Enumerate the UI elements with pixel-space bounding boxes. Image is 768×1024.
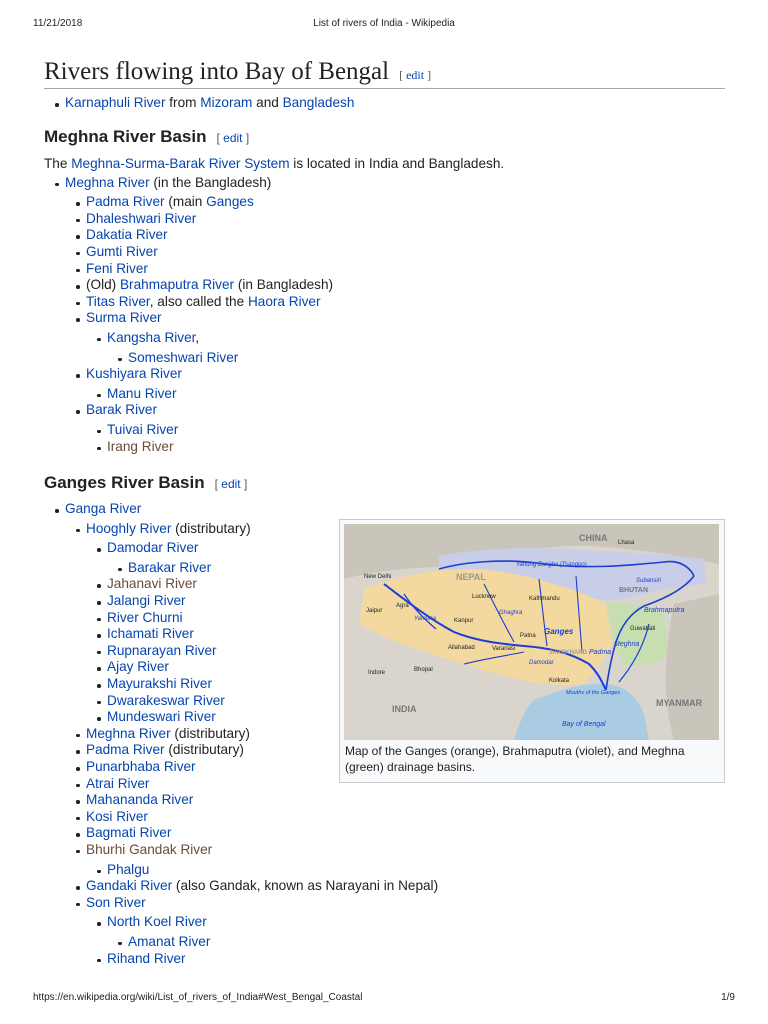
link-padma[interactable]: Padma River xyxy=(86,194,165,210)
map-label-bhopal: Bhopal xyxy=(414,667,433,673)
link-jalangi[interactable]: Jalangi River xyxy=(107,593,186,609)
list-item xyxy=(107,951,725,968)
link-kushiyara[interactable]: Kushiyara River xyxy=(86,366,182,382)
link-punarbhaba[interactable]: Punarbhaba River xyxy=(86,759,196,774)
link-jahanavi[interactable]: Jahanavi River xyxy=(107,576,197,592)
heading-meghna-basin: Meghna River Basin [ edit ] xyxy=(44,126,250,146)
link-titas[interactable]: Titas River xyxy=(86,293,150,309)
list-item xyxy=(107,914,725,950)
map-label-brahmaputra: Brahmaputra xyxy=(644,607,685,614)
heading-bay-of-bengal: Rivers flowing into Bay of Bengal [ edit ] xyxy=(44,58,725,89)
text: (in the Bangladesh) xyxy=(149,174,272,190)
link-dwarakeswar[interactable]: Dwarakeswar River xyxy=(107,692,225,708)
map-figure xyxy=(339,519,725,783)
text: (also Gandak, known as Narayani in Nepal) xyxy=(172,878,439,894)
map-label-india: INDIA xyxy=(392,704,417,714)
list-item xyxy=(86,310,725,366)
link-gandaki[interactable]: Gandaki River xyxy=(86,878,173,894)
map-caption: Map of the Ganges (orange), Brahmaputra (violet), and Meghna (green) drainage basins. xyxy=(345,744,685,774)
link-mahananda[interactable]: Mahananda River xyxy=(86,792,194,808)
text: (distributary) xyxy=(164,742,244,758)
map-label-allahabad: Allahabad xyxy=(448,645,475,651)
link-mayurakshi[interactable]: Mayurakshi River xyxy=(107,676,212,692)
map-label-ganges: Ganges xyxy=(544,627,574,636)
map-label-bay: Bay of Bengal xyxy=(562,721,606,728)
link-churni[interactable]: River Churni xyxy=(107,609,183,625)
link-tuivai[interactable]: Tuivai River xyxy=(107,421,179,437)
map-label-agra: Agra xyxy=(396,603,409,609)
link-irang[interactable]: Irang River xyxy=(107,438,174,454)
link-ichamati[interactable]: Ichamati River xyxy=(107,626,194,642)
link-kosi[interactable]: Kosi River xyxy=(86,808,148,824)
list-item xyxy=(107,422,725,439)
print-date: 11/21/2018 xyxy=(33,18,83,29)
map-label-yamuna: Yamuna xyxy=(414,616,436,622)
map-label-damodar: Damodar xyxy=(529,660,554,666)
link-ganga[interactable]: Ganga River xyxy=(65,501,142,517)
link-gumti[interactable]: Gumti River xyxy=(86,243,158,259)
link-north-koel[interactable]: North Koel River xyxy=(107,914,207,930)
drainage-map[interactable] xyxy=(344,524,719,740)
link-feni[interactable]: Feni River xyxy=(86,260,148,276)
link-ajay[interactable]: Ajay River xyxy=(107,659,169,675)
link-barakar[interactable]: Barakar River xyxy=(128,559,212,575)
article-content xyxy=(44,58,725,967)
list-item xyxy=(86,792,725,809)
link-someshwari[interactable]: Someshwari River xyxy=(128,349,239,365)
map-label-padma: Padma xyxy=(589,649,612,656)
list-item xyxy=(128,934,725,951)
list-item xyxy=(86,402,725,455)
page-url: https://en.wikipedia.org/wiki/List_of_rivers_of_India#West_Bengal_Coastal xyxy=(33,992,363,1003)
link-manu[interactable]: Manu River xyxy=(107,385,177,401)
link-padma-distributary[interactable]: Padma River xyxy=(86,742,165,758)
heading-ganges-basin: Ganges River Basin [ edit ] xyxy=(44,473,248,493)
map-label-kathmandu: Kathmandu xyxy=(529,596,560,602)
map-label-china: CHINA xyxy=(579,533,608,543)
list-item xyxy=(86,809,725,826)
list-item xyxy=(86,366,725,402)
edit-section: [ edit ] xyxy=(399,68,432,82)
list-item xyxy=(86,211,725,228)
edit-section: [ edit ] xyxy=(214,477,248,492)
link-amanat[interactable]: Amanat River xyxy=(128,933,211,949)
map-label-lucknow: Lucknow xyxy=(472,594,496,600)
text: (distributary) xyxy=(170,725,250,741)
link-karnaphuli[interactable]: Karnaphuli River xyxy=(65,95,166,110)
map-label-bhutan: BHUTAN xyxy=(619,587,649,594)
meghna-list xyxy=(65,175,725,456)
link-hooghly[interactable]: Hooghly River xyxy=(86,520,172,536)
link-barak[interactable]: Barak River xyxy=(86,402,158,418)
map-label-guwahati: Guwahati xyxy=(630,626,656,632)
map-label-mouths: Mouths of the Ganges xyxy=(566,690,621,696)
text: , xyxy=(195,329,200,345)
link-son[interactable]: Son River xyxy=(86,894,146,910)
edit-link[interactable]: edit xyxy=(406,68,425,82)
list-item xyxy=(128,350,725,367)
map-label-jharkhand: JHARKHAND xyxy=(549,650,588,656)
text: (main xyxy=(164,194,207,210)
map-label-myanmar: MYANMAR xyxy=(656,698,703,708)
edit-link[interactable]: edit xyxy=(223,130,243,145)
list-item xyxy=(86,277,725,294)
list-item xyxy=(65,175,725,456)
link-kangsha[interactable]: Kangsha River xyxy=(107,329,196,345)
link-meghna-surma-barak[interactable]: Meghna-Surma-Barak River System xyxy=(71,155,290,171)
map-label-lhasa: Lhasa xyxy=(618,540,635,546)
edit-section: [ edit ] xyxy=(216,130,250,145)
map-label-ghaghra: Ghaghra xyxy=(499,610,523,616)
list-item xyxy=(86,194,725,211)
print-title: List of rivers of India - Wikipedia xyxy=(313,18,455,29)
list-item xyxy=(86,895,725,967)
link-mizoram[interactable]: Mizoram xyxy=(200,95,253,110)
link-atrai[interactable]: Atrai River xyxy=(86,775,150,791)
map-label-indore: Indore xyxy=(368,670,386,676)
link-surma[interactable]: Surma River xyxy=(86,310,162,326)
map-label-meghna: Meghna xyxy=(614,641,640,648)
text: from xyxy=(165,95,201,110)
link-dakatia[interactable]: Dakatia River xyxy=(86,227,168,243)
link-bagmati[interactable]: Bagmati River xyxy=(86,825,172,841)
list-item xyxy=(86,825,725,842)
text: (Old) xyxy=(86,277,120,293)
link-bangladesh[interactable]: Bangladesh xyxy=(282,95,355,110)
list-item xyxy=(86,227,725,244)
bay-list xyxy=(65,95,725,112)
text: , also called the xyxy=(149,293,248,309)
text: (distributary) xyxy=(171,520,251,536)
link-ganges[interactable]: Ganges xyxy=(206,194,254,210)
link-meghna-river[interactable]: Meghna River xyxy=(65,174,150,190)
map-label-kanpur: Kanpur xyxy=(454,618,474,624)
map-label-nepal: NEPAL xyxy=(456,572,486,582)
list-item xyxy=(86,244,725,261)
myanmar-region xyxy=(666,594,719,740)
link-brahmaputra[interactable]: Brahmaputra River xyxy=(119,277,235,293)
list-item xyxy=(65,95,725,112)
list-item xyxy=(107,862,725,879)
link-dhaleshwari[interactable]: Dhaleshwari River xyxy=(86,210,197,226)
list-item xyxy=(86,842,725,878)
page-number: 1/9 xyxy=(721,992,735,1003)
link-phalgu[interactable]: Phalgu xyxy=(107,861,150,877)
link-rupnarayan[interactable]: Rupnarayan River xyxy=(107,642,217,658)
map-label-patna: Patna xyxy=(520,633,536,639)
map-label-newdelhi: New Delhi xyxy=(364,574,392,580)
list-item xyxy=(86,261,725,278)
meghna-intro xyxy=(44,156,725,171)
link-meghna-distributary[interactable]: Meghna River xyxy=(86,725,171,741)
map-label-subansiri: Subansiri xyxy=(636,578,662,584)
list-item xyxy=(107,330,725,366)
text: The xyxy=(44,155,72,171)
link-rihand[interactable]: Rihand River xyxy=(107,950,186,966)
map-label-kolkata: Kolkata xyxy=(549,678,570,684)
map-label-varanasi: Varanasi xyxy=(492,646,516,652)
link-haora[interactable]: Haora River xyxy=(247,293,321,309)
map-label-jaipur: Jaipur xyxy=(366,608,383,614)
list-item xyxy=(107,439,725,456)
link-mundeswari[interactable]: Mundeswari River xyxy=(107,709,216,725)
text: (in Bangladesh) xyxy=(234,277,334,293)
list-item xyxy=(107,386,725,403)
text: and xyxy=(252,95,283,110)
map-label-yarlung: Yarlung Zangbo (Tsangpo) xyxy=(516,562,587,568)
link-damodar[interactable]: Damodar River xyxy=(107,540,199,556)
list-item xyxy=(86,878,725,895)
link-bhurhi-gandak[interactable]: Bhurhi Gandak River xyxy=(86,841,213,857)
text: is located in India and Bangladesh. xyxy=(289,155,505,171)
list-item xyxy=(86,294,725,311)
edit-link[interactable]: edit xyxy=(221,477,241,492)
